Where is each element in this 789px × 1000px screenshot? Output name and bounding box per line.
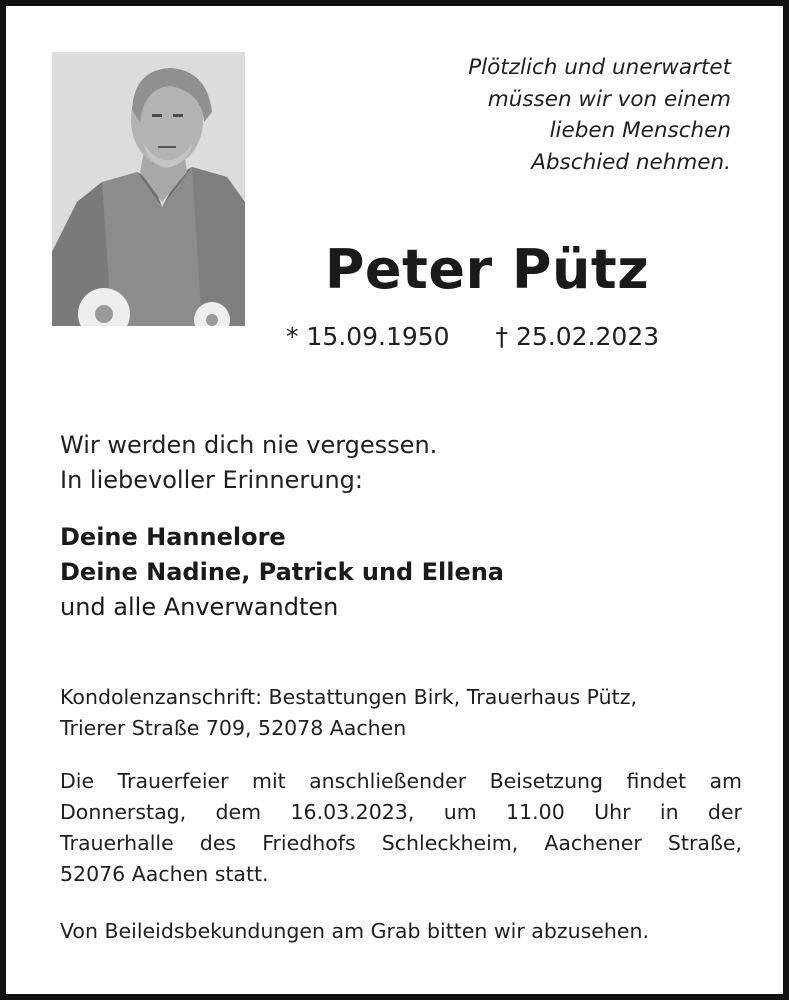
life-dates <box>286 322 659 351</box>
birth-date: * 15.09.1950 <box>286 322 450 351</box>
closing-line: Wir werden dich nie vergessen. <box>60 431 438 459</box>
closing-words <box>60 428 437 498</box>
quote-line: Plötzlich und unerwartet <box>468 55 731 80</box>
condolence-request: Von Beileidsbekundungen am Grab bitten wir abzusehen. <box>60 919 650 943</box>
portrait-image <box>52 52 245 326</box>
service-line: Trauerhalle des Friedhofs Schleckheim, Aachener Straße, <box>60 831 742 855</box>
address-line: Kondolenzanschrift: Bestattungen Birk, Trauerhaus Pütz, <box>60 685 637 709</box>
opening-quote <box>401 52 731 178</box>
quote-line: lieben Menschen <box>549 118 731 143</box>
portrait-photo <box>52 52 245 326</box>
death-date: † 25.02.2023 <box>495 322 660 351</box>
service-line: 52076 Aachen statt. <box>60 862 269 886</box>
service-line: Donnerstag, dem 16.03.2023, um 11.00 Uhr in der <box>60 800 742 824</box>
deceased-name: Peter Pütz <box>324 238 650 301</box>
closing-line: In liebevoller Erinnerung: <box>60 466 363 494</box>
condolence-address <box>60 682 637 744</box>
mourners-list <box>60 520 504 625</box>
service-line: Die Trauerfeier mit anschließender Beisetzung findet am <box>60 769 742 793</box>
mourner-line: und alle Anverwandten <box>60 593 339 621</box>
quote-line: müssen wir von einem <box>487 86 731 112</box>
address-line: Trierer Straße 709, 52078 Aachen <box>60 716 407 740</box>
mourner-line: Deine Hannelore <box>60 523 286 551</box>
mourner-line: Deine Nadine, Patrick und Ellena <box>60 558 504 586</box>
quote-line: Abschied nehmen. <box>531 149 731 175</box>
funeral-service-info <box>60 766 742 890</box>
